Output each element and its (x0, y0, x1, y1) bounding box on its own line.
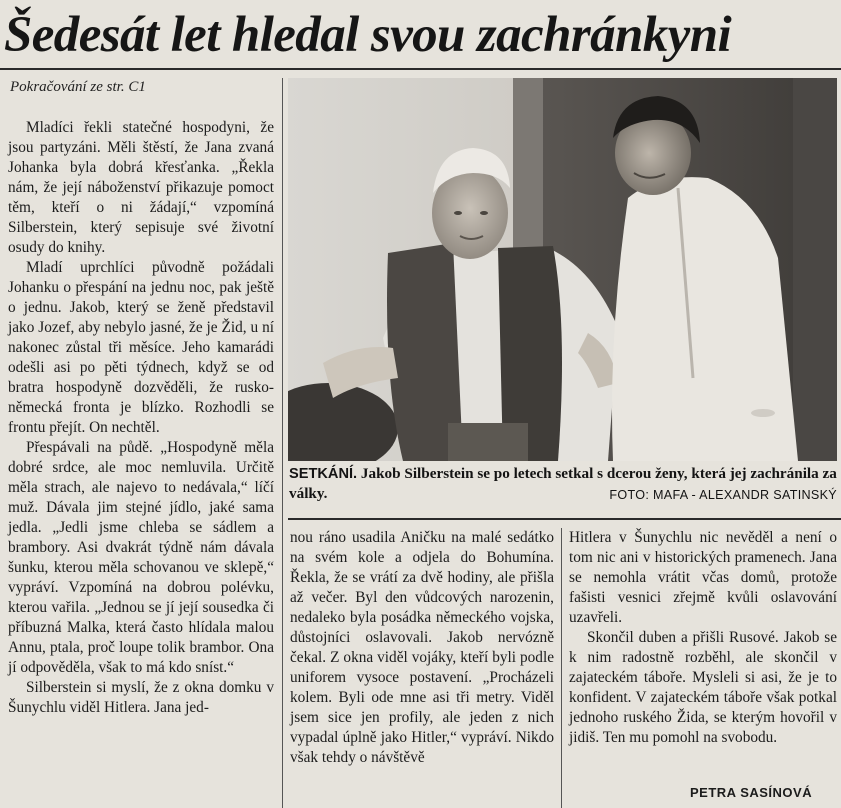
paragraph: Mladí uprchlíci původně požádali Johanku o přespání na jednu noc, pak ještě o jednu. Jakob, který se ženě představil jako Jozef, aby nebylo jasné, že je Žid, u ní nakonec zůstal tři měsíce. Jeho kamarádi odešli asi po pěti týdnech, když se od bratra hospodyně dozvěděli, že rusko-německá fronta je blízko. Rozhodli se frontu přejít. On nechtěl. (8, 259, 274, 436)
paragraph: Přespávali na půdě. „Hospodyně měla dobré srdce, ale moc nemluvila. Určitě měla strach, ale najevo to nedávala,“ líčí muž. Dávala jim stejné jídlo, jaké sama jedla. „Jedli jsme chleba se sádlem a brambory. Asi dvakrát týdně nám dávala šunku, kterou měla schovanou ve sklepě,“ vypráví. Vzpomíná na dobrou polévku, kterou vařila. „Jednou se jí její sousedka či příbuzná Malka, která často hlídala malou Annu, ptala, proč loupe tolik brambor. Ona jí odpověděla, však to má kdo sníst.“ (8, 439, 274, 676)
photo-caption (289, 464, 837, 505)
paragraph: Silberstein si myslí, že z okna domku v Šunychlu viděl Hitlera. Jana jed- (8, 679, 274, 716)
paragraph: nou ráno usadila Aničku na malé sedátko na svém kole a odjela do Bohumína. Řekla, že se vrátí za dvě hodiny, ale přišla až večer. Byl den vůdcových narozenin, nedaleko byla posádka německého vojska, důstojníci oslavovali. Jakob nervózně čekal. Z okna viděl vojáky, kteří byli podle uniforem vysoce postavení. „Procházeli kolem. Byli ode mne asi tři metry. Viděl jsem sice jen profily, ale jeden z nich vypadal úplně jako Hitler,“ vypráví. Nikdo však tehdy o návštěvě (290, 529, 554, 766)
paragraph: Skončil duben a přišli Rusové. Jakob se k nim radostně rozběhl, ale skončil v zajateckém táboře. Mysleli si asi, že je to konfident. V zajateckém táboře však potkal jednoho ruského Žida, se kterým hovořil v jidiš. Ten mu pomohl na svobodu. (569, 629, 837, 746)
paragraph: Hitlera v Šunychlu nic nevěděl a není o tom nic ani v historických pramenech. Jana se nemohla vrátit včas domů, protože fašisti vesnici zřejmě kvůli oslavování uzavřeli. (569, 529, 837, 626)
caption-keyword: SETKÁNÍ. (289, 466, 358, 482)
photo-credit: FOTO: MAFA - ALEXANDR SATINSKÝ (609, 488, 837, 502)
article-column-1 (8, 118, 274, 718)
news-photo (288, 78, 837, 461)
column-rule-left (282, 78, 283, 808)
headline: Šedesát let hledal svou zachránkyni (4, 7, 732, 63)
column-rule-right (561, 528, 562, 808)
author-byline: PETRA SASÍNOVÁ (690, 785, 813, 800)
continued-note: Pokračování ze str. C1 (10, 79, 146, 95)
paragraph: Mladíci řekli statečné hospodyni, že jsou partyzáni. Měli štěstí, že Jana zvaná Johanka byla dobrá křesťanka. „Řekla nám, že její náboženství přikazuje pomoct těm, kteří o ni žádají,“ vzpomíná Silberstein, který sepisuje své životní osudy do knihy. (8, 119, 274, 256)
headline-rule (0, 68, 841, 70)
article-column-2 (290, 528, 554, 768)
caption-text: Jakob Silberstein se po letech setkal s dcerou ženy, která jej zachránila za války. (289, 465, 837, 502)
caption-rule (288, 518, 841, 520)
photo-illustration (288, 78, 837, 461)
article-column-3 (569, 528, 837, 748)
